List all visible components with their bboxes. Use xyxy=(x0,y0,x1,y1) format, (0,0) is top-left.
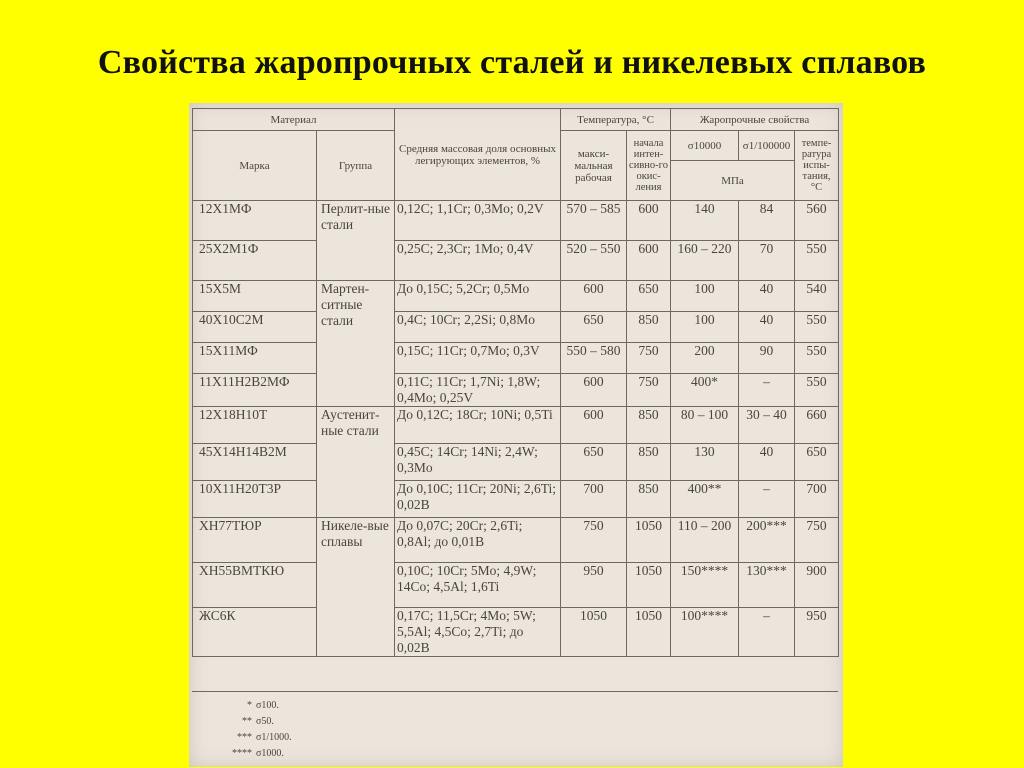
cell-temp-max: 650 xyxy=(561,312,627,343)
cell-sigma-10000: 200 xyxy=(671,343,739,374)
cell-sigma-10000: 80 – 100 xyxy=(671,407,739,444)
header-heat-properties: Жаропрочные свойства xyxy=(671,109,839,131)
cell-sigma-10000: 400* xyxy=(671,374,739,407)
table-scan xyxy=(189,103,843,767)
cell-mark: 15Х5М xyxy=(193,281,317,312)
cell-temp-max: 950 xyxy=(561,563,627,608)
cell-temp-max: 1050 xyxy=(561,608,627,657)
table-row xyxy=(193,343,839,374)
footnote-mark: *** xyxy=(237,732,252,743)
table-row xyxy=(193,563,839,608)
cell-mark: 11Х11Н2В2МФ xyxy=(193,374,317,407)
cell-composition: До 0,12C; 18Cr; 10Ni; 0,5Ti xyxy=(395,407,561,444)
cell-sigma-10000: 150**** xyxy=(671,563,739,608)
cell-composition: До 0,10C; 11Cr; 20Ni; 2,6Ti; 0,02B xyxy=(395,481,561,518)
cell-test-temp: 950 xyxy=(795,608,839,657)
cell-temp-max: 520 – 550 xyxy=(561,241,627,281)
cell-sigma-10000: 100 xyxy=(671,312,739,343)
cell-temp-oxidation: 600 xyxy=(627,241,671,281)
cell-mark: 40Х10С2М xyxy=(193,312,317,343)
cell-composition: До 0,15C; 5,2Cr; 0,5Mo xyxy=(395,281,561,312)
cell-temp-oxidation: 850 xyxy=(627,444,671,481)
cell-temp-oxidation: 1050 xyxy=(627,518,671,563)
cell-mark: 12Х1МФ xyxy=(193,201,317,241)
header-sigma-10000: σ10000 xyxy=(671,131,739,161)
cell-sigma-1-100000: 40 xyxy=(739,444,795,481)
cell-temp-oxidation: 1050 xyxy=(627,563,671,608)
cell-sigma-1-100000: 40 xyxy=(739,312,795,343)
header-test-temp: темпе-ратура испы-тания, °С xyxy=(795,131,839,201)
cell-temp-oxidation: 1050 xyxy=(627,608,671,657)
cell-composition: 0,15C; 11Cr; 0,7Mo; 0,3V xyxy=(395,343,561,374)
table-row xyxy=(193,518,839,563)
cell-test-temp: 550 xyxy=(795,374,839,407)
header-sigma-1-100000: σ1/100000 xyxy=(739,131,795,161)
cell-mark: ЖС6К xyxy=(193,608,317,657)
cell-temp-max: 600 xyxy=(561,407,627,444)
header-marka: Марка xyxy=(193,131,317,201)
cell-test-temp: 900 xyxy=(795,563,839,608)
cell-temp-max: 600 xyxy=(561,281,627,312)
footnotes xyxy=(192,691,838,768)
header-composition: Средняя массовая доля основных легирующих элементов, % xyxy=(395,109,561,201)
cell-composition: 0,45C; 14Cr; 14Ni; 2,4W; 0,3Mo xyxy=(395,444,561,481)
footnote-text: σ50. xyxy=(256,716,274,727)
cell-group: Аустенит-ные стали xyxy=(317,407,395,518)
cell-sigma-10000: 100**** xyxy=(671,608,739,657)
cell-test-temp: 700 xyxy=(795,481,839,518)
cell-mark: 15Х11МФ xyxy=(193,343,317,374)
table-row xyxy=(193,444,839,481)
properties-table xyxy=(192,108,839,657)
cell-temp-oxidation: 850 xyxy=(627,481,671,518)
cell-sigma-10000: 130 xyxy=(671,444,739,481)
table-row xyxy=(193,481,839,518)
cell-temp-oxidation: 650 xyxy=(627,281,671,312)
footnote-mark: * xyxy=(247,700,252,711)
cell-sigma-1-100000: – xyxy=(739,481,795,518)
cell-sigma-10000: 160 – 220 xyxy=(671,241,739,281)
cell-test-temp: 540 xyxy=(795,281,839,312)
cell-sigma-10000: 140 xyxy=(671,201,739,241)
cell-sigma-1-100000: 200*** xyxy=(739,518,795,563)
footnote-text: σ1000. xyxy=(256,748,284,759)
table-row xyxy=(193,312,839,343)
table-row xyxy=(193,608,839,657)
footnote xyxy=(212,698,332,713)
cell-test-temp: 650 xyxy=(795,444,839,481)
cell-sigma-1-100000: – xyxy=(739,374,795,407)
cell-mark: 25Х2М1Ф xyxy=(193,241,317,281)
table-row xyxy=(193,374,839,407)
cell-mark: 10Х11Н20Т3Р xyxy=(193,481,317,518)
cell-sigma-1-100000: 84 xyxy=(739,201,795,241)
cell-test-temp: 660 xyxy=(795,407,839,444)
cell-sigma-1-100000: 40 xyxy=(739,281,795,312)
footnote-text: σ1/1000. xyxy=(256,732,292,743)
cell-mark: ХН77ТЮР xyxy=(193,518,317,563)
cell-test-temp: 550 xyxy=(795,312,839,343)
footnote-mark: **** xyxy=(232,748,252,759)
cell-temp-oxidation: 750 xyxy=(627,374,671,407)
header-gruppa: Группа xyxy=(317,131,395,201)
table-row xyxy=(193,281,839,312)
cell-composition: 0,12C; 1,1Cr; 0,3Mo; 0,2V xyxy=(395,201,561,241)
cell-temp-oxidation: 750 xyxy=(627,343,671,374)
cell-sigma-10000: 400** xyxy=(671,481,739,518)
footnote xyxy=(212,714,332,729)
table-row xyxy=(193,407,839,444)
header-mpa: МПа xyxy=(671,161,795,201)
footnote xyxy=(212,746,332,761)
cell-sigma-1-100000: 130*** xyxy=(739,563,795,608)
cell-test-temp: 750 xyxy=(795,518,839,563)
header-oxidation-start: начала интен-сивно-го окис-ления xyxy=(627,131,671,201)
cell-group: Мартен-ситные стали xyxy=(317,281,395,407)
cell-temp-oxidation: 600 xyxy=(627,201,671,241)
cell-temp-max: 750 xyxy=(561,518,627,563)
cell-mark: ХН55ВМТКЮ xyxy=(193,563,317,608)
cell-mark: 12Х18Н10Т xyxy=(193,407,317,444)
cell-composition: 0,11C; 11Cr; 1,7Ni; 1,8W; 0,4Mo; 0,25V xyxy=(395,374,561,407)
cell-temp-max: 600 xyxy=(561,374,627,407)
page-title: Свойства жаропрочных сталей и никелевых сплавов xyxy=(97,44,927,81)
cell-temp-oxidation: 850 xyxy=(627,312,671,343)
cell-composition: 0,4C; 10Cr; 2,2Si; 0,8Mo xyxy=(395,312,561,343)
cell-temp-max: 700 xyxy=(561,481,627,518)
cell-composition: 0,25C; 2,3Cr; 1Mo; 0,4V xyxy=(395,241,561,281)
footnote-text: σ100. xyxy=(256,700,279,711)
cell-sigma-10000: 110 – 200 xyxy=(671,518,739,563)
table-row xyxy=(193,201,839,241)
cell-temp-max: 550 – 580 xyxy=(561,343,627,374)
header-max-work: макси-мальная рабочая xyxy=(561,131,627,201)
cell-test-temp: 560 xyxy=(795,201,839,241)
cell-composition: 0,10C; 10Cr; 5Mo; 4,9W; 14Co; 4,5Al; 1,6Ti xyxy=(395,563,561,608)
cell-group: Никеле-вые сплавы xyxy=(317,518,395,657)
cell-sigma-1-100000: 30 – 40 xyxy=(739,407,795,444)
footnote xyxy=(212,730,332,745)
cell-group: Перлит-ные стали xyxy=(317,201,395,281)
cell-sigma-1-100000: 70 xyxy=(739,241,795,281)
cell-test-temp: 550 xyxy=(795,241,839,281)
header-temperature: Температура, °С xyxy=(561,109,671,131)
header-material: Материал xyxy=(193,109,395,131)
cell-sigma-1-100000: 90 xyxy=(739,343,795,374)
cell-temp-max: 650 xyxy=(561,444,627,481)
cell-mark: 45Х14Н14В2М xyxy=(193,444,317,481)
cell-temp-oxidation: 850 xyxy=(627,407,671,444)
cell-temp-max: 570 – 585 xyxy=(561,201,627,241)
cell-sigma-10000: 100 xyxy=(671,281,739,312)
cell-test-temp: 550 xyxy=(795,343,839,374)
cell-sigma-1-100000: – xyxy=(739,608,795,657)
cell-composition: До 0,07C; 20Cr; 2,6Ti; 0,8Al; до 0,01B xyxy=(395,518,561,563)
table-row xyxy=(193,241,839,281)
footnote-mark: ** xyxy=(242,716,252,727)
cell-composition: 0,17C; 11,5Cr; 4Mo; 5W; 5,5Al; 4,5Co; 2,7Ti; до 0,02B xyxy=(395,608,561,657)
